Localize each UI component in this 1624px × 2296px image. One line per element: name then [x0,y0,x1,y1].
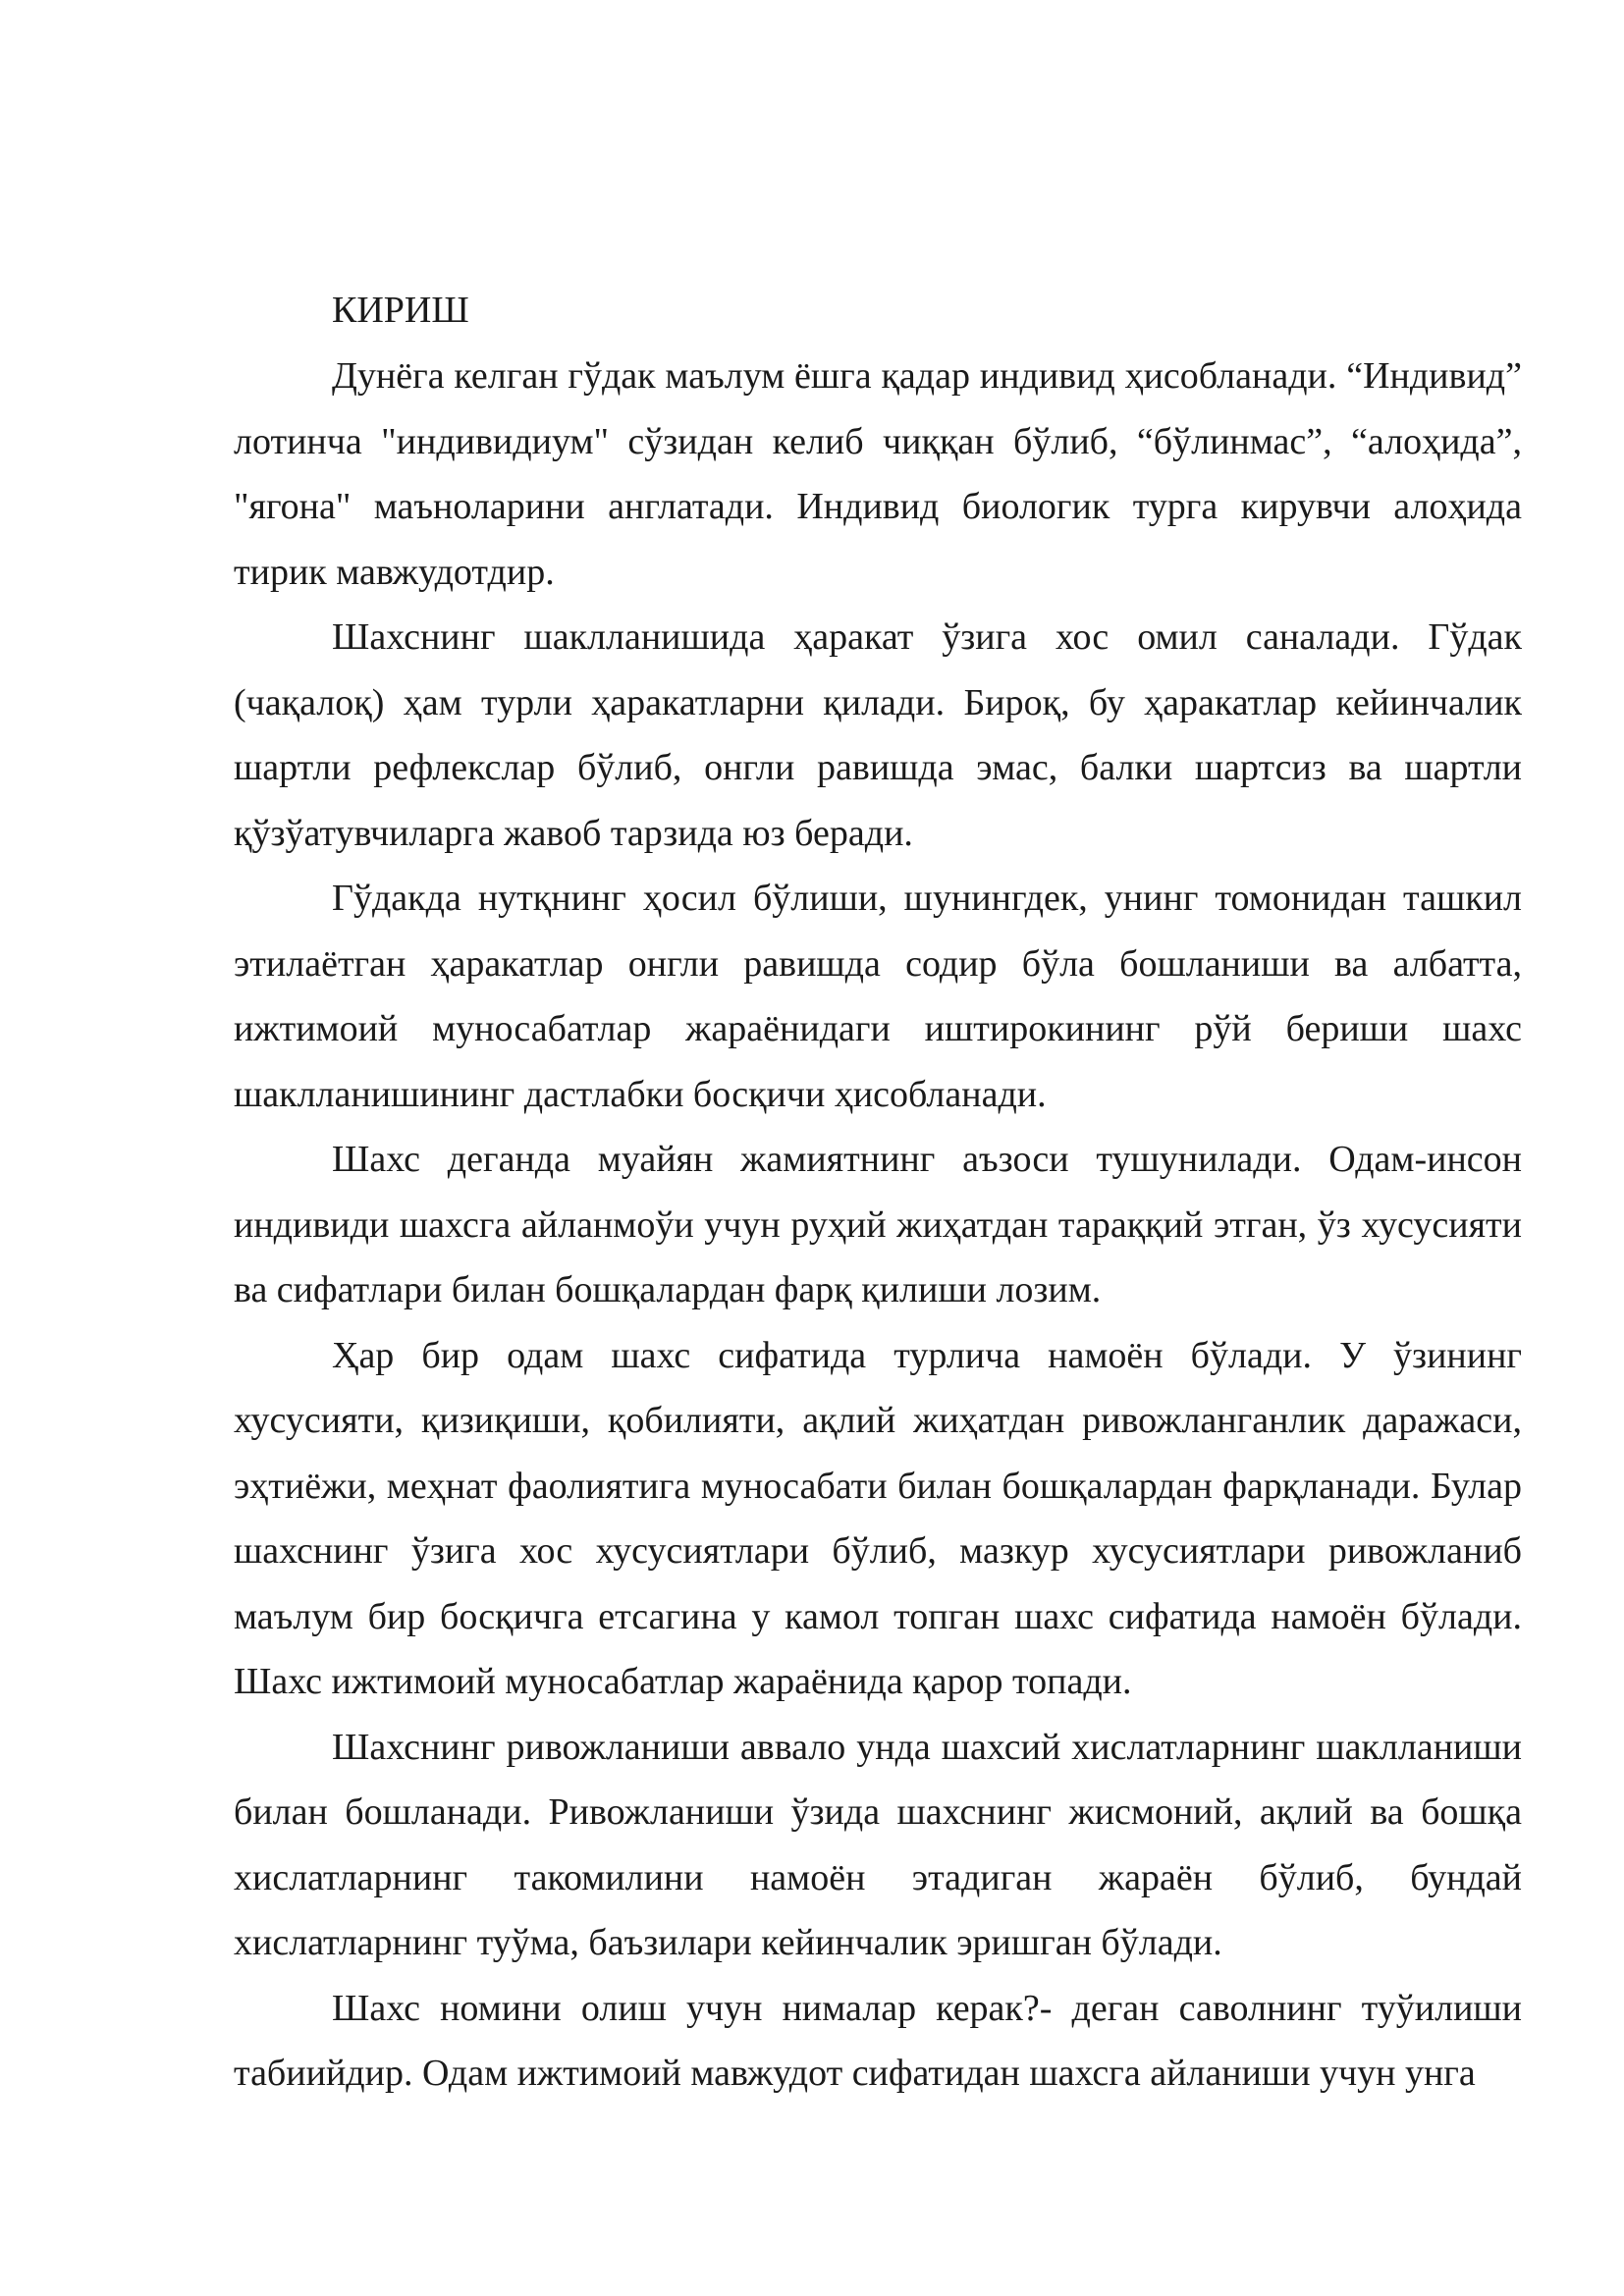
paragraph: Ҳар бир одам шахс сифатида турлича намоён бўлади. У ўзининг хусусияти, қизиқиши, қобилияти, ақлий жиҳатдан ривожланганлик даражаси, эҳтиёжи, меҳнат фаолиятига муносабати билан бошқалардан фарқланади. Булар шахснинг ўзига хос хусусиятлари бўлиб, мазкур хусусиятлари ривожланиб маълум бир босқичга етсагина у камол топган шахс сифатида намоён бўлади. Шахс ижтимоий муносабатлар жараёнида қарор топади. [234,1334,1522,1702]
document-body [234,277,1522,2107]
paragraph: Шахс деганда муайян жамиятнинг аъзоси тушунилади. Одам-инсон индивиди шахсга айланмоўи учун руҳий жиҳатдан тараққий этган, ўз хусусияти ва сифатлари билан бошқалардан фарқ қилиши лозим. [234,1139,1522,1310]
paragraph: Шахс номини олиш учун нималар керак?- деган саволнинг туўилиши табиийдир. Одам ижтимоий мавжудот сифатидан шахсга айланиши учун унга [234,1987,1522,2094]
section-heading: КИРИШ [332,290,469,331]
paragraph: Шахснинг ривожланиши аввало унда шахсий хислатларнинг шаклланиши билан бошланади. Ривожланиши ўзида шахснинг жисмоний, ақлий ва бошқа хислатларнинг такомилини намоён этадиган жараён бўлиб, бундай хислатларнинг туўма, баъзилари кейинчалик эришган бўлади. [234,1726,1522,1963]
paragraph: Дунёга келган гўдак маълум ёшга қадар индивид ҳисобланади. “Индивид” лотинча "индивидиум" сўзидан келиб чиққан бўлиб, “бўлинмас”, “алоҳида”, "ягона" маъноларини англатади. Индивид биологик турга кирувчи алоҳида тирик мавжудотдир. [234,355,1522,593]
paragraph: Шахснинг шаклланишида ҳаракат ўзига хос омил саналади. Гўдак (чақалоқ) ҳам турли ҳаракатларни қилади. Бироқ, бу ҳаракатлар кейинчалик шартли рефлекслар бўлиб, онгли равишда эмас, балки шартсиз ва шартли қўзўатувчиларга жавоб тарзида юз беради. [234,616,1522,854]
paragraph: Гўдакда нутқнинг ҳосил бўлиши, шунингдек, унинг томонидан ташкил этилаётган ҳаракатлар онгли равишда содир бўла бошланиши ва албатта, ижтимоий муносабатлар жараёнидаги иштирокининг рўй бериши шахс шаклланишининг дастлабки босқичи ҳисобланади. [234,878,1522,1115]
